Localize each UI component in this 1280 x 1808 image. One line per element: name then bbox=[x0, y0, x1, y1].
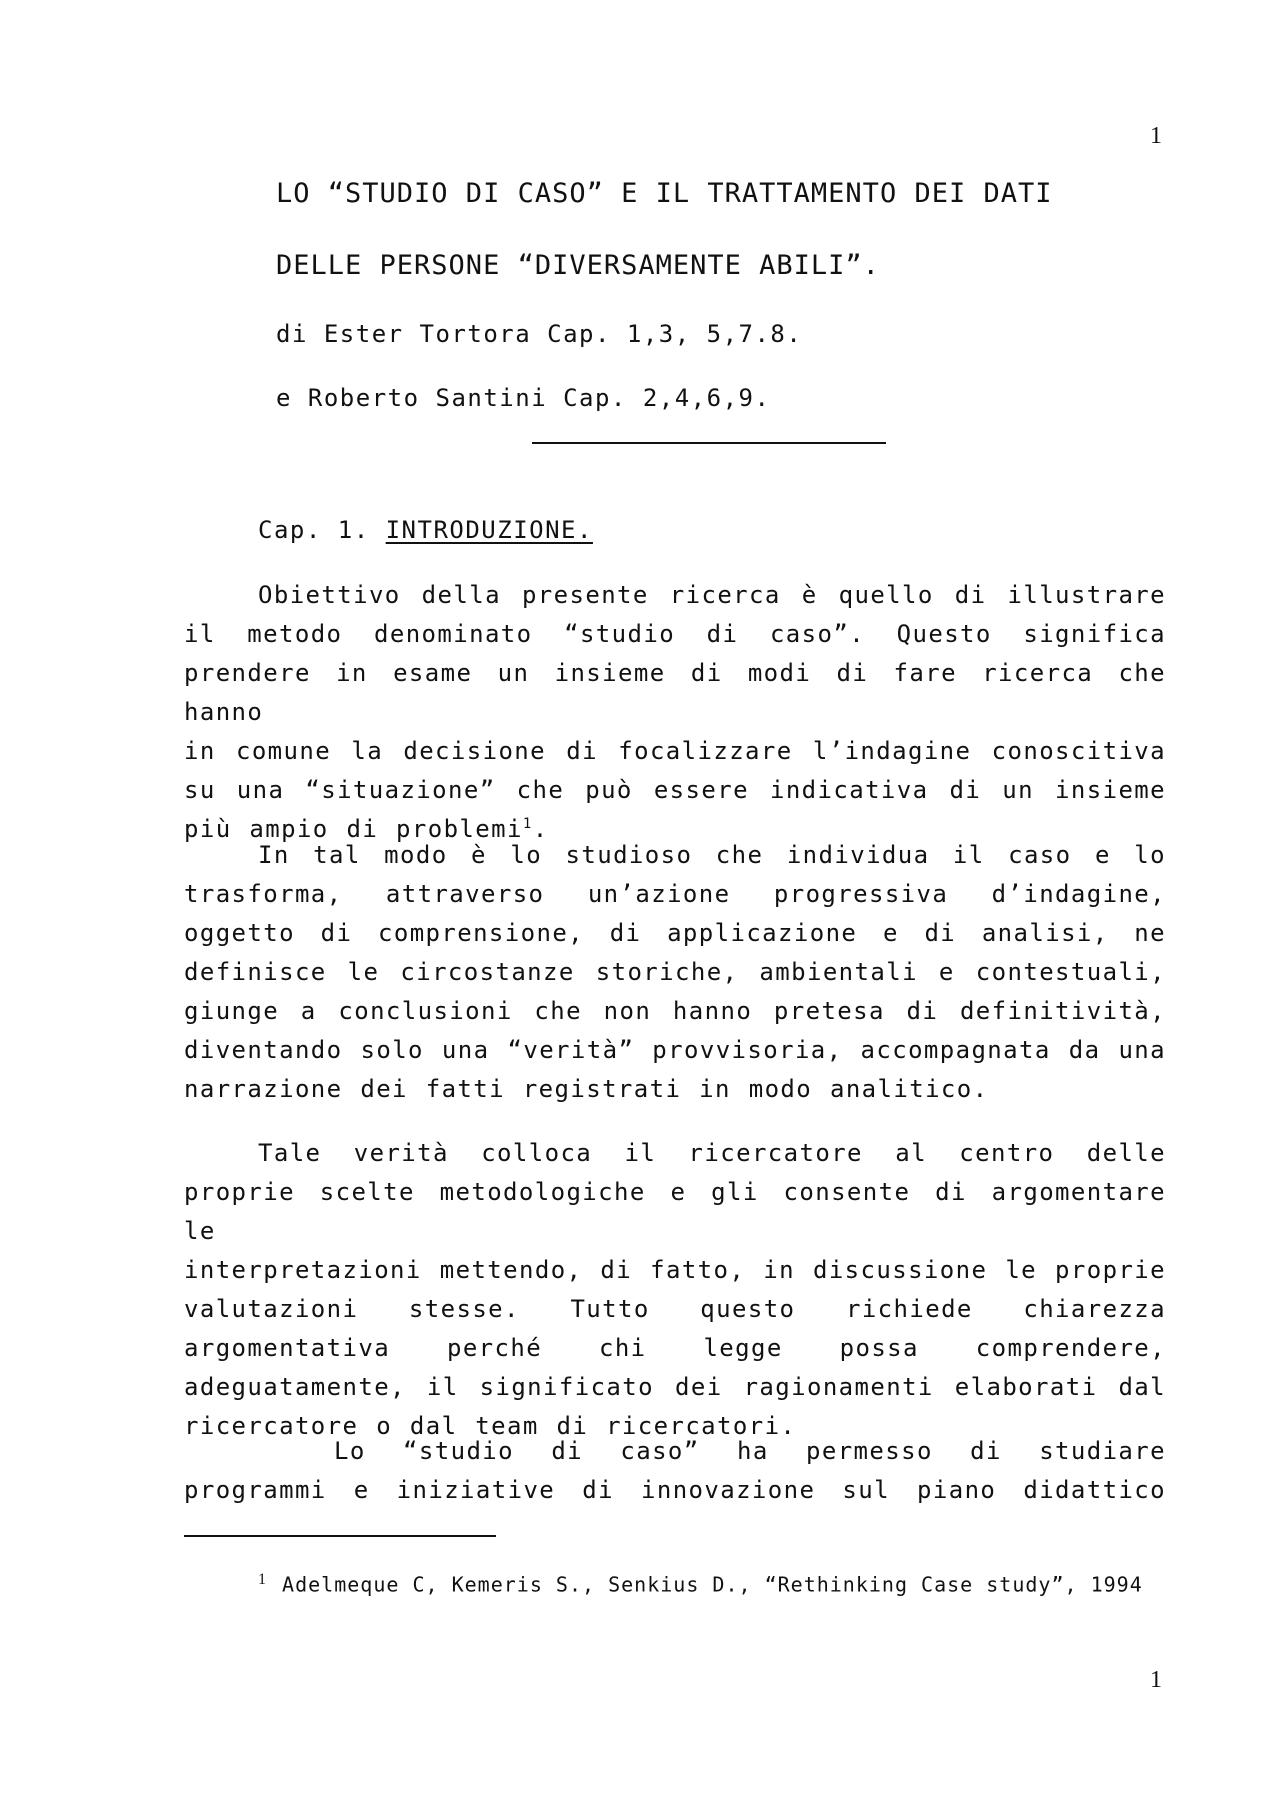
chapter-heading bbox=[258, 518, 593, 542]
author-line-1: di Ester Tortora Cap. 1,3, 5,7.8. bbox=[276, 320, 803, 348]
paragraph-line: In tal modo è lo studioso che individua il caso e lo bbox=[258, 841, 1166, 869]
title-line-1: LO “STUDIO DI CASO” E IL TRATTAMENTO DEI DATI bbox=[276, 178, 1053, 209]
paragraph-2 bbox=[184, 836, 1166, 1109]
page-number-bottom: 1 bbox=[1150, 1667, 1162, 1693]
paragraph-line: giunge a conclusioni che non hanno pretesa di definitività, bbox=[184, 997, 1166, 1025]
paragraph-line: prendere in esame un insieme di modi di fare ricerca che hanno bbox=[184, 659, 1166, 726]
paragraph-line: Obiettivo della presente ricerca è quello di illustrare bbox=[258, 581, 1166, 609]
paragraph-1 bbox=[184, 576, 1166, 849]
paragraph-line: Lo “studio di caso” ha permesso di studiare bbox=[334, 1437, 1166, 1465]
footnote-reference[interactable]: 1 bbox=[522, 816, 533, 832]
footnote-divider bbox=[184, 1535, 496, 1537]
paragraph-line: interpretazioni mettendo, di fatto, in discussione le proprie bbox=[184, 1256, 1166, 1284]
paragraph-line: programmi e iniziative di innovazione sul piano didattico bbox=[184, 1476, 1166, 1504]
paragraph-3 bbox=[184, 1134, 1166, 1446]
title-divider bbox=[532, 442, 886, 444]
paragraph-line: Tale verità colloca il ricercatore al centro delle bbox=[258, 1139, 1166, 1167]
paragraph-line-text: più ampio di problemi bbox=[184, 815, 523, 843]
page-number-top: 1 bbox=[1150, 123, 1162, 149]
paragraph-line: ricercatore o dal team di ricercatori. bbox=[184, 1412, 797, 1440]
paragraph-line: definisce le circostanze storiche, ambientali e contestuali, bbox=[184, 958, 1166, 986]
title-line-2: DELLE PERSONE “DIVERSAMENTE ABILI”. bbox=[276, 250, 880, 281]
paragraph-line: su una “situazione” che può essere indicativa di un insieme bbox=[184, 776, 1166, 804]
paragraph-line: narrazione dei fatti registrati in modo analitico. bbox=[184, 1075, 989, 1103]
paragraph-line: valutazioni stesse. Tutto questo richiede chiarezza bbox=[184, 1295, 1166, 1323]
paragraph-line: il metodo denominato “studio di caso”. Questo significa bbox=[184, 620, 1166, 648]
footnote-text: Adelmeque C, Kemeris S., Senkius D., “Rethinking Case study”, 1994 bbox=[282, 1572, 1143, 1597]
chapter-prefix: Cap. 1. bbox=[258, 516, 370, 544]
paragraph-line: argomentativa perché chi legge possa comprendere, bbox=[184, 1334, 1166, 1362]
footnote bbox=[258, 1572, 1143, 1595]
chapter-title: INTRODUZIONE. bbox=[385, 516, 593, 544]
paragraph-line: oggetto di comprensione, di applicazione e di analisi, ne bbox=[184, 919, 1166, 947]
paragraph-4 bbox=[184, 1432, 1166, 1510]
author-line-2: e Roberto Santini Cap. 2,4,6,9. bbox=[276, 384, 771, 412]
paragraph-line-end: . bbox=[532, 815, 549, 843]
paragraph-line: in comune la decisione di focalizzare l’indagine conoscitiva bbox=[184, 737, 1166, 765]
paragraph-line: proprie scelte metodologiche e gli consente di argomentare le bbox=[184, 1178, 1166, 1245]
paragraph-line: adeguatamente, il significato dei ragionamenti elaborati dal bbox=[184, 1373, 1166, 1401]
footnote-number: 1 bbox=[258, 1571, 267, 1588]
paragraph-line: trasforma, attraverso un’azione progressiva d’indagine, bbox=[184, 880, 1166, 908]
paragraph-line: diventando solo una “verità” provvisoria, accompagnata da una bbox=[184, 1036, 1166, 1064]
